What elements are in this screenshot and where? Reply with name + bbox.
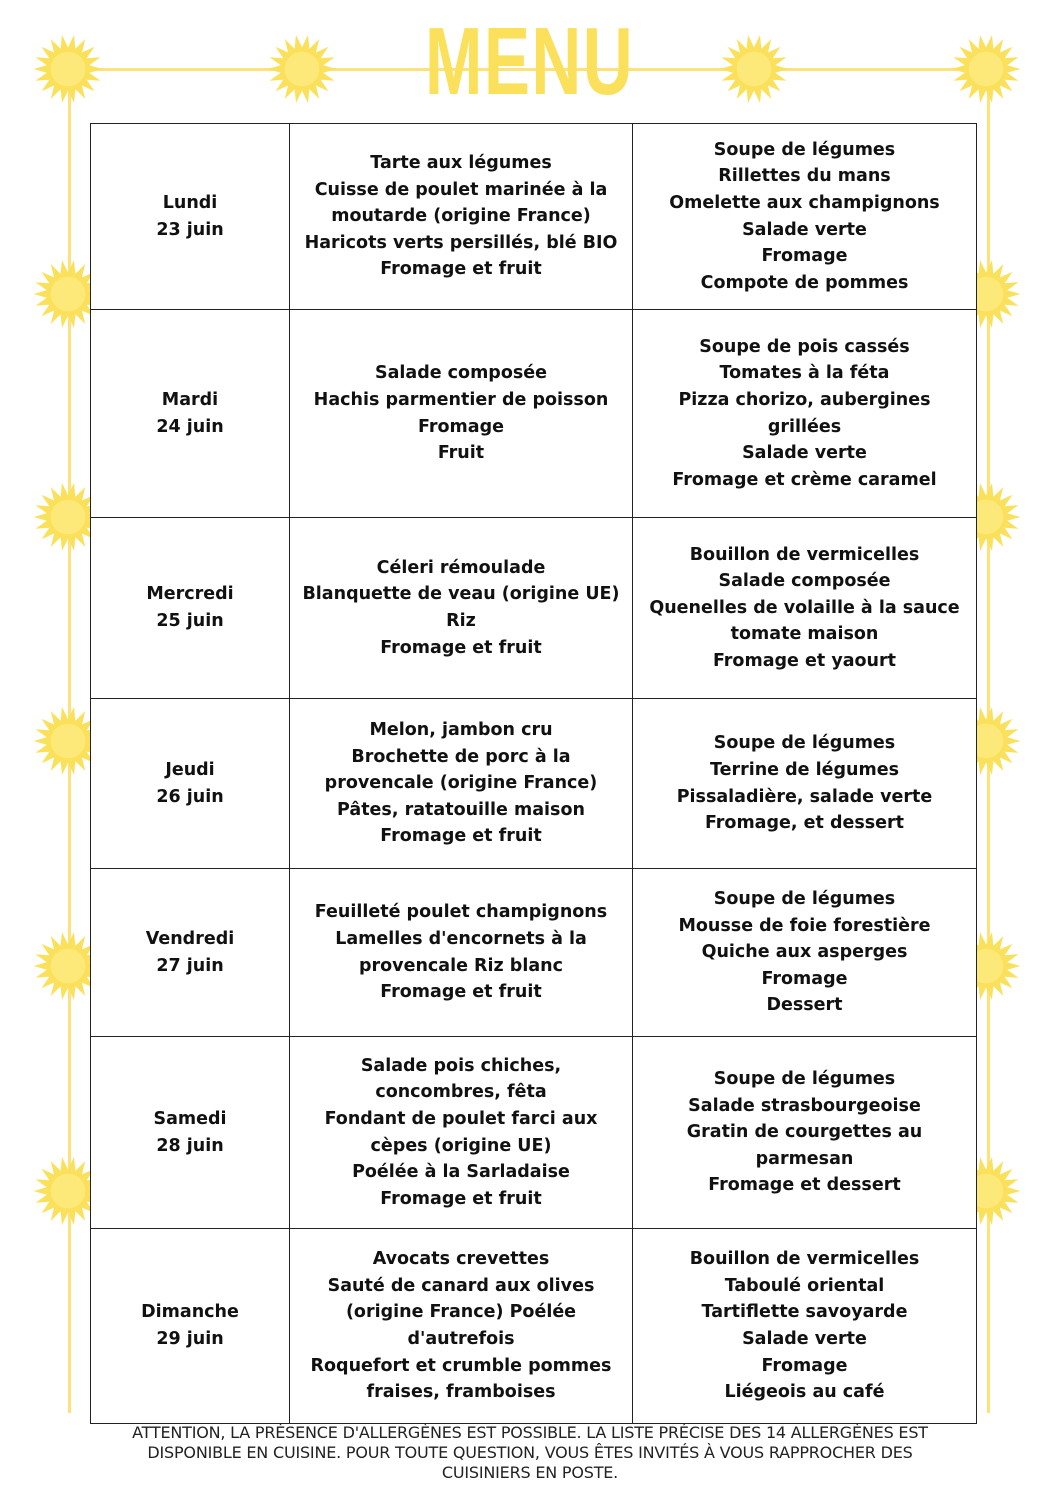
lunch-cell bbox=[290, 1229, 633, 1424]
lunch-cell bbox=[290, 1037, 633, 1229]
lunch-item: Tarte aux légumes bbox=[370, 153, 552, 174]
dinner-item: tomate maison bbox=[730, 624, 879, 645]
dinner-item: Quiche aux asperges bbox=[701, 942, 908, 963]
day-cell bbox=[91, 310, 290, 518]
allergen-notice-line: CUISINIERS EN POSTE. bbox=[441, 1463, 619, 1482]
allergen-notice bbox=[60, 1423, 1000, 1483]
sun-icon bbox=[32, 33, 104, 105]
day-name: Samedi bbox=[153, 1108, 227, 1129]
dinner-cell bbox=[633, 518, 977, 699]
dinner-item: Salade strasbourgeoise bbox=[688, 1095, 921, 1116]
dinner-item: Salade composée bbox=[718, 571, 891, 592]
lunch-item: Cuisse de poulet marinée à la bbox=[314, 179, 608, 200]
dinner-item: Fromage bbox=[761, 968, 848, 989]
allergen-notice-line: ATTENTION, LA PRÉSENCE D'ALLERGÈNES EST POSSIBLE. LA LISTE PRÉCISE DES 14 ALLERGÈNES EST bbox=[132, 1423, 928, 1442]
dinner-item: Soupe de légumes bbox=[713, 889, 896, 910]
allergen-notice-line: DISPONIBLE EN CUISINE. POUR TOUTE QUESTION, VOUS ÊTES INVITÉS À VOUS RAPPROCHER DES bbox=[147, 1443, 913, 1462]
lunch-item: Riz bbox=[446, 611, 476, 631]
dinner-item: Liégeois au café bbox=[724, 1382, 885, 1403]
dinner-item: Quenelles de volaille à la sauce bbox=[649, 597, 960, 618]
dinner-item: Tomates à la féta bbox=[719, 363, 890, 384]
dinner-cell bbox=[633, 1229, 977, 1424]
dinner-cell bbox=[633, 699, 977, 869]
lunch-item: Céleri rémoulade bbox=[376, 557, 546, 578]
dinner-item: Soupe de légumes bbox=[713, 1069, 896, 1090]
dinner-item: Salade verte bbox=[742, 443, 867, 464]
menu-row bbox=[91, 518, 977, 699]
day-cell bbox=[91, 518, 290, 699]
dinner-item: Salade verte bbox=[742, 219, 867, 240]
dinner-item: Mousse de foie forestière bbox=[678, 915, 931, 936]
sun-icon bbox=[950, 33, 1022, 105]
dinner-cell bbox=[633, 310, 977, 518]
day-name: Mardi bbox=[161, 389, 219, 410]
lunch-item: Fondant de poulet farci aux bbox=[324, 1108, 598, 1129]
dinner-cell bbox=[633, 869, 977, 1037]
day-name: Vendredi bbox=[145, 928, 235, 949]
day-date: 26 juin bbox=[156, 786, 224, 807]
lunch-item: provencale Riz blanc bbox=[359, 955, 563, 976]
dinner-item: Gratin de courgettes au bbox=[686, 1122, 923, 1143]
lunch-item: Melon, jambon cru bbox=[369, 720, 553, 741]
day-cell bbox=[91, 124, 290, 310]
lunch-item: Feuilleté poulet champignons bbox=[314, 902, 608, 923]
lunch-cell bbox=[290, 518, 633, 699]
day-cell bbox=[91, 699, 290, 869]
menu-row bbox=[91, 1229, 977, 1424]
dinner-item: Terrine de légumes bbox=[709, 759, 900, 780]
lunch-item: Blanquette de veau (origine UE) bbox=[302, 584, 620, 605]
day-name: Dimanche bbox=[141, 1302, 239, 1323]
day-date: 27 juin bbox=[156, 955, 224, 976]
dinner-item: Fromage bbox=[761, 246, 848, 267]
dinner-item: Soupe de légumes bbox=[713, 733, 896, 754]
lunch-item: Poélée à la Sarladaise bbox=[352, 1162, 570, 1183]
lunch-item: Fromage et fruit bbox=[380, 826, 542, 847]
dinner-item: Pizza chorizo, aubergines bbox=[678, 389, 931, 410]
dinner-item: Salade verte bbox=[742, 1329, 867, 1349]
dinner-item: Fromage et dessert bbox=[708, 1175, 901, 1196]
dinner-item: Omelette aux champignons bbox=[669, 192, 940, 213]
dinner-item: Compote de pommes bbox=[700, 272, 909, 293]
dinner-item: Tartiflette savoyarde bbox=[701, 1302, 908, 1323]
lunch-item: Salade composée bbox=[374, 363, 548, 384]
lunch-item: Fruit bbox=[437, 443, 485, 464]
lunch-item: cèpes (origine UE) bbox=[370, 1135, 552, 1156]
lunch-item: moutarde (origine France) bbox=[331, 206, 591, 227]
lunch-item: Pâtes, ratatouille maison bbox=[337, 799, 585, 820]
day-date: 24 juin bbox=[156, 416, 224, 437]
lunch-cell bbox=[290, 310, 633, 518]
day-cell bbox=[91, 1229, 290, 1424]
dinner-item: parmesan bbox=[755, 1148, 854, 1169]
dinner-item: Dessert bbox=[766, 995, 843, 1016]
dinner-item: Rillettes du mans bbox=[718, 166, 891, 187]
menu-title: MENU bbox=[424, 8, 635, 115]
menu-row bbox=[91, 699, 977, 869]
lunch-item: Fromage bbox=[418, 416, 504, 437]
dinner-item: Fromage et crème caramel bbox=[672, 469, 937, 490]
lunch-item: Roquefort et crumble pommes bbox=[310, 1355, 612, 1376]
lunch-item: Fromage et fruit bbox=[380, 637, 542, 658]
menu-row bbox=[91, 310, 977, 518]
lunch-cell bbox=[290, 124, 633, 310]
lunch-item: (origine France) Poélée bbox=[345, 1302, 577, 1323]
lunch-item: Hachis parmentier de poisson bbox=[313, 389, 609, 410]
menu-table bbox=[90, 123, 977, 1424]
dinner-item: grillées bbox=[767, 416, 842, 437]
day-cell bbox=[91, 1037, 290, 1229]
dinner-item: Soupe de pois cassés bbox=[699, 336, 910, 357]
day-date: 28 juin bbox=[156, 1135, 224, 1156]
day-date: 29 juin bbox=[156, 1329, 224, 1349]
menu-row bbox=[91, 1037, 977, 1229]
lunch-item: Sauté de canard aux olives bbox=[327, 1275, 595, 1296]
dinner-item: Bouillon de vermicelles bbox=[689, 1249, 920, 1270]
dinner-item: Fromage, et dessert bbox=[704, 813, 905, 834]
lunch-item: Lamelles d'encornets à la bbox=[335, 928, 587, 949]
lunch-item: Salade pois chiches, bbox=[360, 1055, 562, 1076]
day-name: Lundi bbox=[162, 192, 218, 213]
lunch-item: d'autrefois bbox=[407, 1329, 515, 1349]
day-date: 23 juin bbox=[156, 219, 224, 240]
lunch-item: Avocats crevettes bbox=[372, 1249, 550, 1270]
dinner-item: Soupe de légumes bbox=[713, 139, 896, 160]
dinner-cell bbox=[633, 1037, 977, 1229]
day-date: 25 juin bbox=[156, 611, 224, 631]
day-name: Mercredi bbox=[146, 584, 234, 605]
lunch-item: Fromage et fruit bbox=[380, 982, 542, 1003]
lunch-item: Fromage et fruit bbox=[380, 259, 542, 280]
lunch-cell bbox=[290, 699, 633, 869]
lunch-item: concombres, fêta bbox=[375, 1082, 547, 1103]
menu-row bbox=[91, 869, 977, 1037]
menu-row bbox=[91, 124, 977, 310]
day-cell bbox=[91, 869, 290, 1037]
dinner-item: Taboulé oriental bbox=[724, 1275, 885, 1296]
dinner-item: Fromage et yaourt bbox=[712, 650, 897, 671]
lunch-item: fraises, framboises bbox=[366, 1382, 556, 1403]
lunch-item: Haricots verts persillés, blé BIO bbox=[304, 232, 618, 253]
lunch-item: provencale (origine France) bbox=[324, 773, 598, 794]
lunch-cell bbox=[290, 869, 633, 1037]
dinner-item: Bouillon de vermicelles bbox=[689, 544, 920, 565]
lunch-item: Fromage et fruit bbox=[380, 1188, 542, 1209]
dinner-cell bbox=[633, 124, 977, 310]
day-name: Jeudi bbox=[165, 759, 215, 780]
dinner-item: Pissaladière, salade verte bbox=[676, 786, 933, 807]
lunch-item: Brochette de porc à la bbox=[351, 746, 571, 767]
dinner-item: Fromage bbox=[761, 1355, 848, 1376]
